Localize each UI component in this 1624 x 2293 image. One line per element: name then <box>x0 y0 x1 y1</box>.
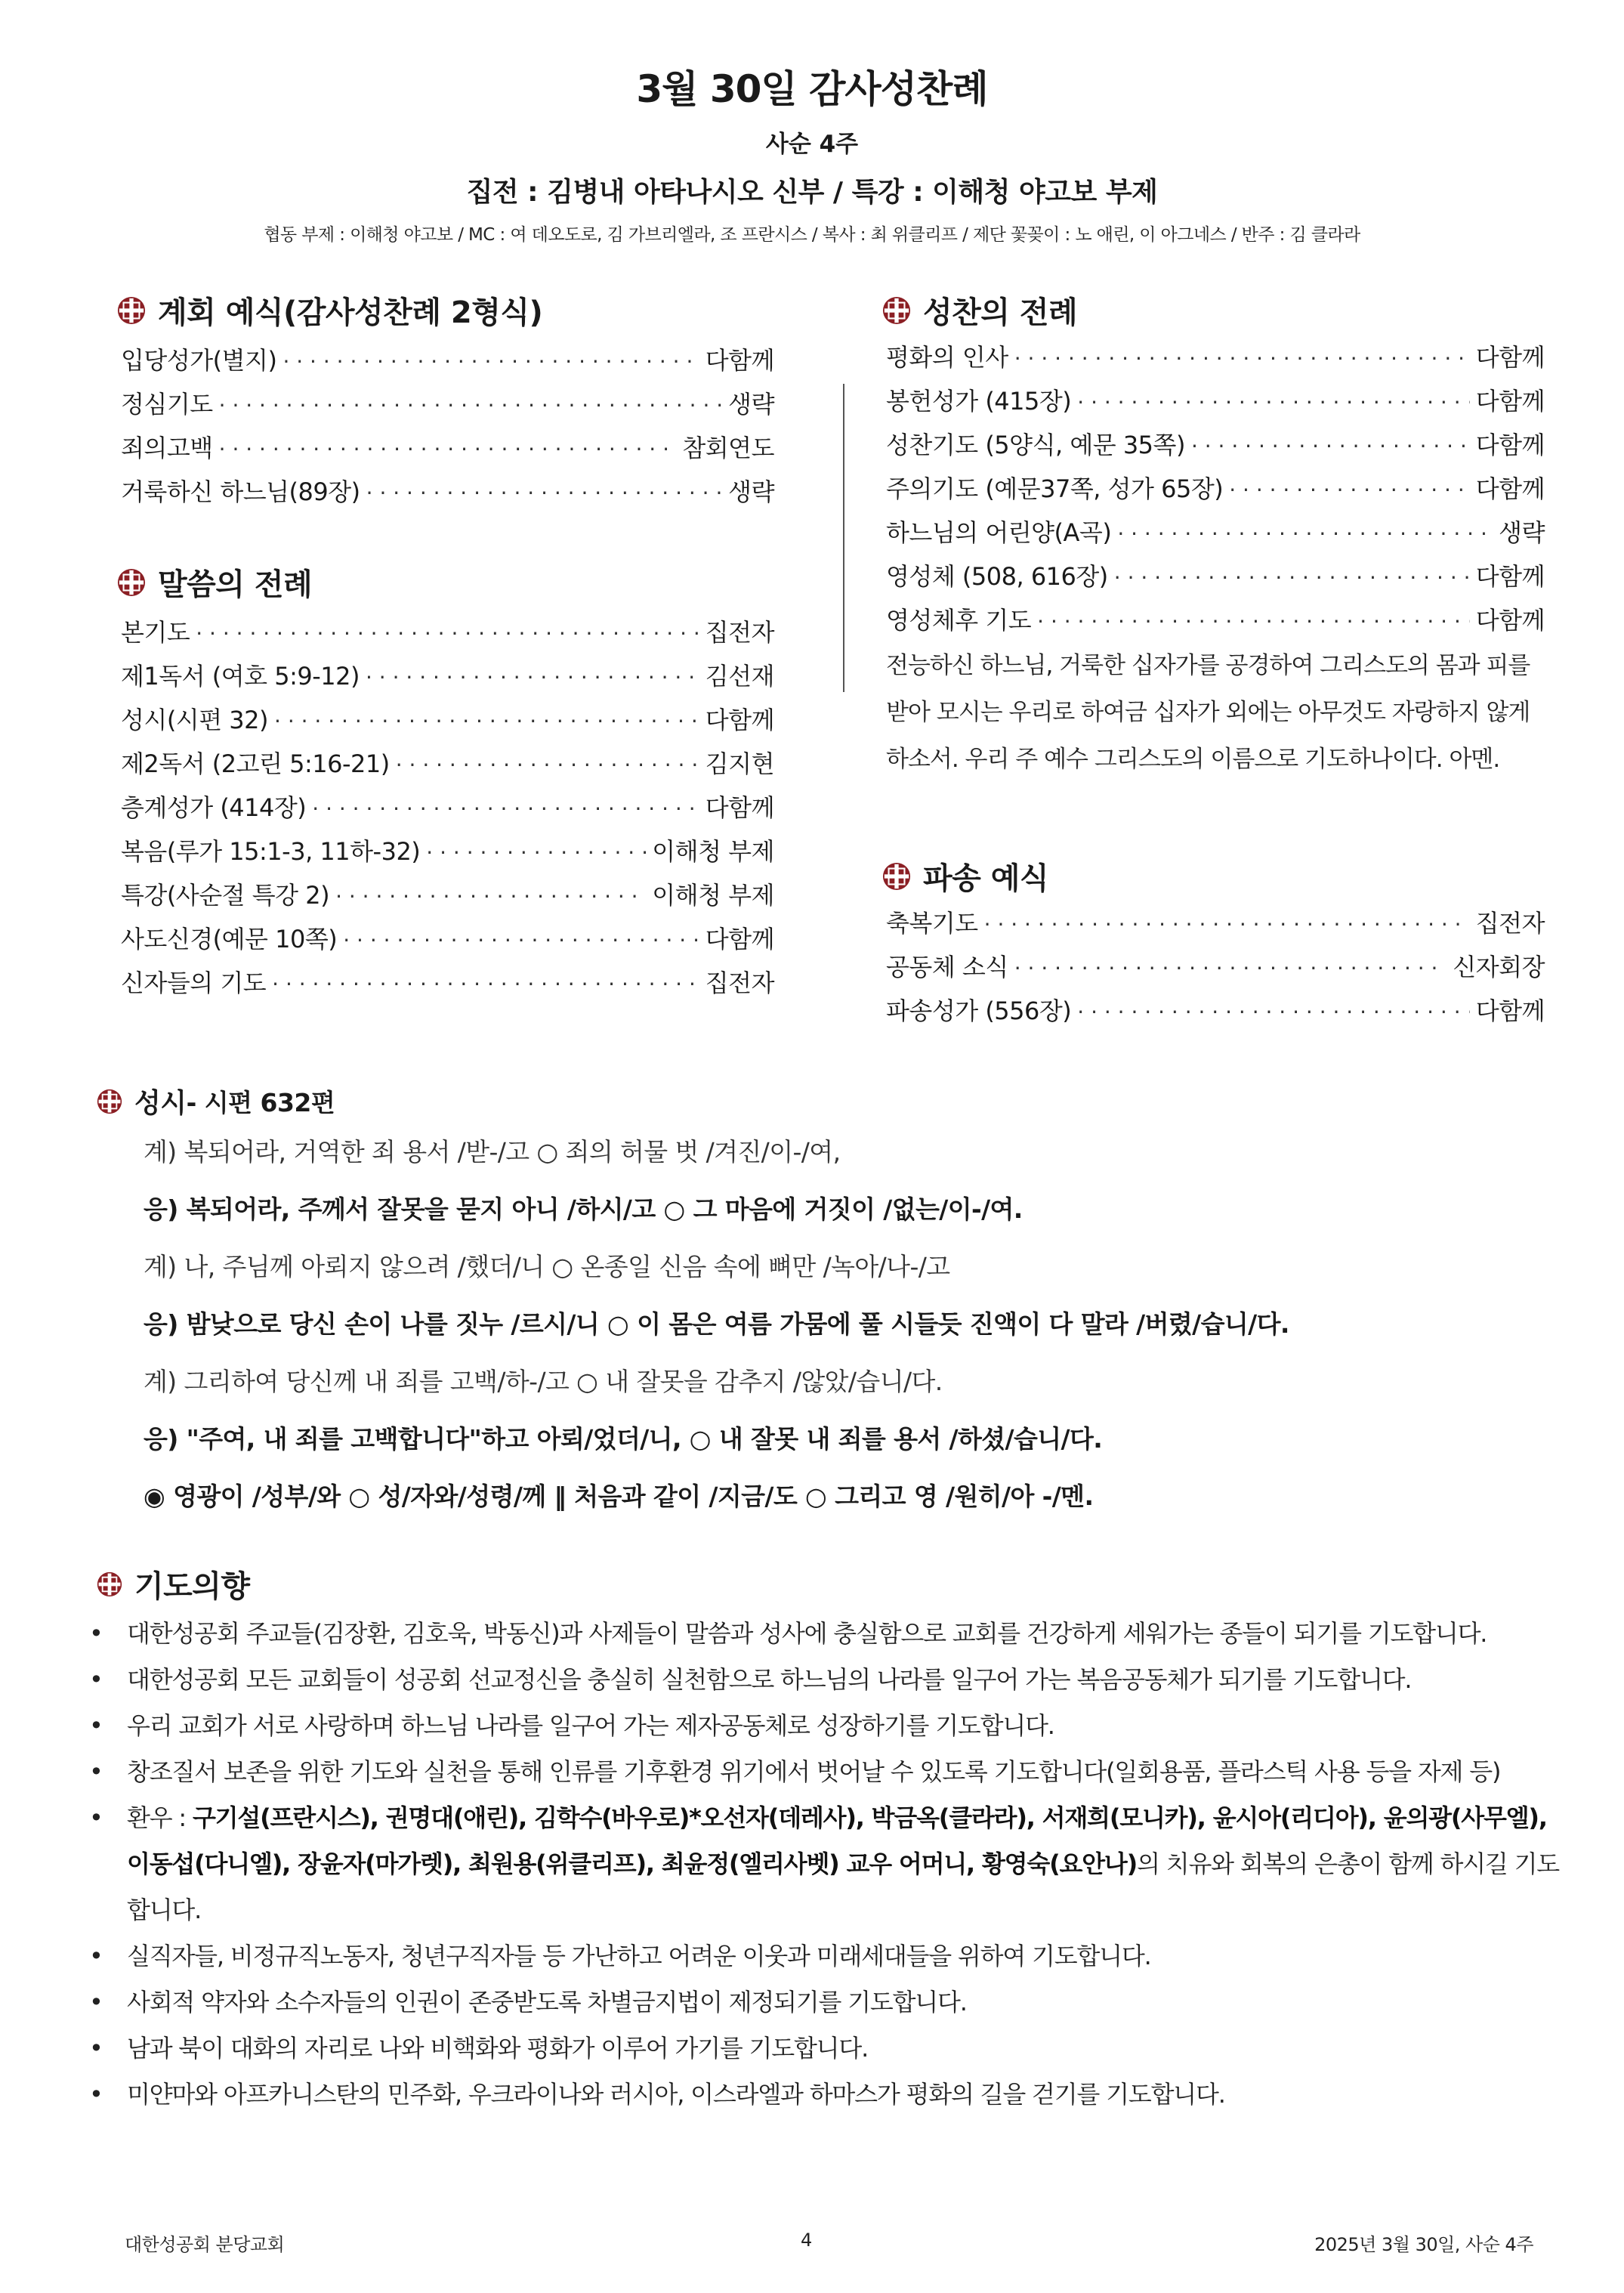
psalm-line: 계) 나, 주님께 아뢰지 않으려 /했더/니 ○ 온종일 신음 속에 뼈만 /녹아/나-/고 <box>144 1252 950 1281</box>
list-item <box>121 920 774 964</box>
leader-dots <box>335 884 646 909</box>
list-item <box>886 558 1545 601</box>
item-label: 죄의고백 <box>121 434 213 462</box>
sick-names: 구기설(프란시스), 권명대(애린), 김학수(바우로)*오선자(데레사), 박금옥(클라라), 서재희(모니카), 윤시아(리디아), 윤의광(사무엘), 이동섭(다니엘), 장윤자(마가렛), 최원용(위클리프), 최윤정(엘리사벳) 교우 어머니, 황영숙(요안나) <box>127 1803 1547 1878</box>
item-label: 공동체 소식 <box>886 953 1008 981</box>
footer-page-number: 4 <box>801 2230 812 2251</box>
item-value: 다함께 <box>1475 343 1545 372</box>
eucharist-list <box>886 338 1545 645</box>
item-value: 다함께 <box>705 706 774 734</box>
leader-dots <box>196 621 699 646</box>
item-value: 집전자 <box>1475 909 1545 938</box>
gathering-list <box>121 341 774 517</box>
list-item: • 실직자들, 비정규직노동자, 청년구직자들 등 가난하고 어려운 이웃과 미래세대들을 위하여 기도합니다. <box>89 1933 1570 1979</box>
list-item <box>121 385 774 429</box>
list-item <box>121 429 774 473</box>
eucharist-title: 성찬의 전례 <box>923 295 1078 330</box>
leader-dots <box>283 349 699 374</box>
psalm-line: 응) "주여, 내 죄를 고백합니다"하고 아뢰/었더/니, ○ 내 잘못 내 죄를 용서 /하셨/습니/다. <box>144 1424 1103 1454</box>
list-item: • 우리 교회가 서로 사랑하며 하느님 나라를 일구어 가는 제자공동체로 성장하기를 기도합니다. <box>89 1703 1570 1749</box>
cross-icon <box>117 296 146 325</box>
item-label: 본기도 <box>121 618 190 647</box>
psalm-text <box>144 1123 1289 1525</box>
item-label: 평화의 인사 <box>886 343 1008 372</box>
item-label: 입당성가(별지) <box>121 346 277 375</box>
leader-dots <box>1014 346 1470 371</box>
psalm-line: 계) 그리하여 당신께 내 죄를 고백/하-/고 ○ 내 잘못을 감추지 /않았/습니/다. <box>144 1367 943 1396</box>
item-label: 정심기도 <box>121 390 213 419</box>
list-item <box>121 789 774 833</box>
column-divider <box>843 384 844 692</box>
leader-dots <box>984 912 1470 937</box>
item-value: 다함께 <box>1475 606 1545 635</box>
cross-icon <box>117 568 146 597</box>
psalm-line: ◉ 영광이 /성부/와 ○ 성/자와/성령/께 ‖ 처음과 같이 /지금/도 ○ 그리고 영 /원히/아 -/멘. <box>144 1482 1094 1511</box>
leader-dots <box>1229 477 1470 502</box>
gathering-heading <box>117 289 542 332</box>
item-label: 성찬기도 (5양식, 예문 35쪽) <box>886 431 1185 459</box>
list-item <box>886 904 1545 948</box>
list-item <box>886 382 1545 426</box>
cross-icon <box>97 1571 122 1597</box>
psalm-heading <box>97 1082 335 1120</box>
list-item <box>121 341 774 385</box>
list-item <box>886 992 1545 1036</box>
item-label: 층계성가 (414장) <box>121 793 307 822</box>
sick-prefix: 환우 : <box>127 1803 193 1832</box>
item-label: 영성체후 기도 <box>886 606 1032 635</box>
list-item <box>886 338 1545 382</box>
item-value: 김선재 <box>705 662 774 691</box>
leader-dots <box>1077 390 1469 415</box>
item-label: 하느님의 어린양(A곡) <box>886 518 1112 547</box>
cross-icon <box>882 862 911 891</box>
leader-dots <box>1117 521 1493 546</box>
intentions-heading <box>97 1562 250 1605</box>
leader-dots <box>343 928 699 953</box>
list-item: • 남과 북이 대화의 자리로 나와 비핵화와 평화가 이루어 가기를 기도합니다. <box>89 2026 1570 2072</box>
list-item <box>886 948 1545 992</box>
leader-dots <box>1191 434 1470 459</box>
list-item <box>121 613 774 657</box>
list-item <box>886 426 1545 470</box>
item-value: 다함께 <box>705 346 774 375</box>
list-item <box>121 833 774 876</box>
dismissal-title: 파송 예식 <box>923 861 1048 896</box>
item-label: 파송성가 (556장) <box>886 997 1072 1025</box>
item-value: 다함께 <box>705 925 774 953</box>
item-label: 제1독서 (여호 5:9-12) <box>121 662 360 691</box>
cross-icon <box>97 1089 122 1114</box>
list-item: • 사회적 약자와 소수자들의 인권이 존중받도록 차별금지법이 제정되기를 기도합니다. <box>89 1979 1570 2026</box>
post-communion-prayer: 전능하신 하느님, 거룩한 십자가를 공경하여 그리스도의 몸과 피를 받아 모시는 우리로 하여금 십자가 외에는 아무것도 자랑하지 않게 하소서. 우리 주 예수 그리스도의 이름으로 기도하나이다. 아멘. <box>886 652 1530 773</box>
item-value: 다함께 <box>705 793 774 822</box>
list-item: • 대한성공회 주교들(김장환, 김호욱, 박동신)과 사제들이 말씀과 성사에 충실함으로 교회를 건강하게 세워가는 종들이 되기를 기도합니다. <box>89 1611 1570 1657</box>
list-item <box>121 701 774 745</box>
psalm-line: 계) 복되어라, 거역한 죄 용서 /받-/고 ○ 죄의 허물 벗 /겨진/이-/여, <box>144 1137 841 1167</box>
item-label: 영성체 (508, 616장) <box>886 562 1108 591</box>
item-label: 특강(사순절 특강 2) <box>121 881 330 910</box>
leader-dots <box>396 752 699 777</box>
item-label: 제2독서 (2고린 5:16-21) <box>121 749 390 778</box>
list-item <box>121 473 774 517</box>
item-value: 신자회장 <box>1453 953 1545 981</box>
list-item <box>886 601 1545 645</box>
list-item: • 창조질서 보존을 위한 기도와 실천을 통해 인류를 기후환경 위기에서 벗어날 수 있도록 기도합니다(일회용품, 플라스틱 사용 등을 자제 등) <box>89 1749 1570 1795</box>
item-label: 성시(시편 32) <box>121 706 269 734</box>
word-title: 말씀의 전례 <box>158 567 313 602</box>
list-item <box>121 876 774 920</box>
leader-dots <box>1037 609 1470 634</box>
footer-date: 2025년 3월 30일, 사순 4주 <box>1314 2234 1533 2255</box>
leader-dots <box>1114 565 1470 590</box>
dismissal-list <box>886 904 1545 1036</box>
item-label: 거룩하신 하느님(89장) <box>121 477 360 506</box>
leader-dots <box>274 709 699 734</box>
officiants-line: 집전 : 김병내 아타나시오 신부 / 특강 : 이해청 야고보 부제 <box>466 177 1158 208</box>
list-item: • 미얀마와 아프카니스탄의 민주화, 우크라이나와 러시아, 이스라엘과 하마스가 평화의 길을 걷기를 기도합니다. <box>89 2072 1570 2118</box>
item-value: 집전자 <box>705 969 774 997</box>
item-label: 봉헌성가 (415장) <box>886 387 1072 416</box>
eucharist-heading <box>882 289 1077 332</box>
item-value: 참회연도 <box>682 434 774 462</box>
cross-icon <box>882 296 911 325</box>
item-label: 복음(루가 15:1-3, 11하-32) <box>121 837 421 866</box>
list-item: • 대한성공회 모든 교회들이 성공회 선교정신을 충실히 실천함으로 하느님의 나라를 일구어 가는 복음공동체가 되기를 기도합니다. <box>89 1657 1570 1703</box>
list-item-sick <box>89 1795 1570 1933</box>
item-value: 집전자 <box>705 618 774 647</box>
item-value: 다함께 <box>1475 431 1545 459</box>
item-value: 다함께 <box>1475 474 1545 503</box>
item-value: 다함께 <box>1475 997 1545 1025</box>
item-value: 이해청 부제 <box>652 881 774 910</box>
leader-dots <box>426 840 646 865</box>
dismissal-heading <box>882 854 1048 898</box>
list-item <box>121 745 774 789</box>
leader-dots <box>1077 1000 1469 1024</box>
leader-dots <box>366 481 723 505</box>
intentions-title: 기도의향 <box>134 1569 250 1604</box>
psalm-line: 응) 복되어라, 주께서 잘못을 묻지 아니 /하시/고 ○ 그 마음에 거짓이 /없는/이-/여. <box>144 1194 1023 1224</box>
intentions-list <box>89 1611 1570 2118</box>
item-value: 다함께 <box>1475 562 1545 591</box>
list-item <box>121 657 774 701</box>
item-label: 주의기도 (예문37쪽, 성가 65장) <box>886 474 1224 503</box>
leader-dots <box>219 393 723 418</box>
gathering-title: 계회 예식(감사성찬례 2형식) <box>158 295 543 330</box>
item-label: 신자들의 기도 <box>121 969 267 997</box>
psalm-line: 응) 밤낮으로 당신 손이 나를 짓누 /르시/니 ○ 이 몸은 여름 가뭄에 풀 시들듯 진액이 다 말라 /버렸/습니/다. <box>144 1309 1289 1339</box>
word-heading <box>117 561 312 604</box>
item-label: 사도신경(예문 10쪽) <box>121 925 338 953</box>
item-value: 생략 <box>728 477 774 506</box>
leader-dots <box>1014 956 1447 981</box>
item-label: 축복기도 <box>886 909 978 938</box>
item-value: 생략 <box>1499 518 1545 547</box>
page-subtitle: 사순 4주 <box>765 131 859 158</box>
list-item <box>886 514 1545 558</box>
list-item <box>121 964 774 1008</box>
sick-suffix: 의 치유와 회복의 은총이 함께 하시길 기도합니다. <box>127 1850 1560 1924</box>
psalm-reference: - 시편 632편 <box>186 1088 335 1117</box>
item-value: 김지현 <box>705 749 774 778</box>
leader-dots <box>272 972 699 997</box>
item-value: 생략 <box>728 390 774 419</box>
roles-line: 협동 부제 : 이해청 야고보 / MC : 여 데오도로, 김 가브리엘라, 조 프란시스 / 복사 : 최 위클리프 / 제단 꽃꽂이 : 노 애린, 이 아그네스 / 반주 : 김 클라라 <box>264 225 1360 245</box>
word-list <box>121 613 774 1008</box>
item-value: 이해청 부제 <box>652 837 774 866</box>
leader-dots <box>366 665 699 690</box>
footer-church: 대한성공회 분당교회 <box>125 2234 285 2255</box>
leader-dots <box>219 437 677 462</box>
item-value: 다함께 <box>1475 387 1545 416</box>
leader-dots <box>312 796 699 821</box>
psalm-title: 성시 <box>134 1088 187 1119</box>
page-title: 3월 30일 감사성찬례 <box>636 67 988 111</box>
list-item <box>886 470 1545 514</box>
